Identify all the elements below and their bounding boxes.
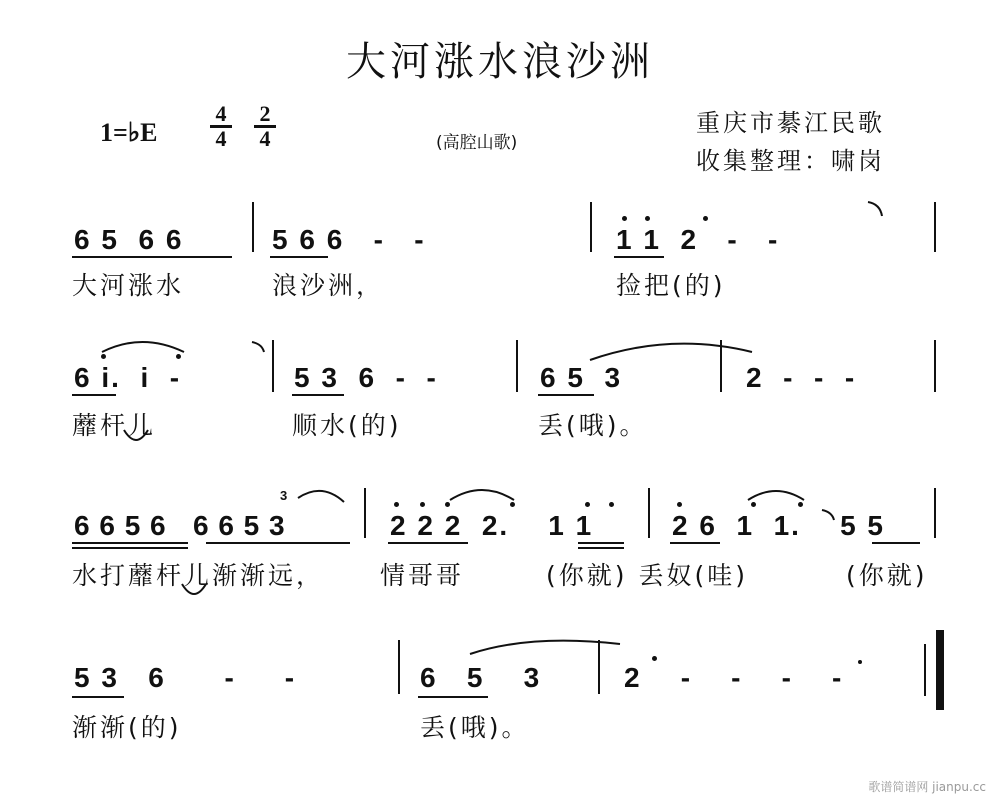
- lyrics-s2-b: 顺水(的): [292, 411, 402, 440]
- breath-mark: [868, 202, 882, 216]
- barline: [590, 202, 592, 252]
- lyrics-s3-b: 情哥哥: [380, 561, 465, 590]
- time-signature-2-4: [254, 101, 276, 151]
- final-barline: [936, 630, 944, 710]
- time-signature-4-4: [210, 101, 232, 151]
- high-octave-dot: [609, 502, 614, 507]
- high-octave-dot: [677, 502, 682, 507]
- underline-beam: [578, 547, 624, 549]
- lyrics-s4-a: 渐渐(的): [72, 713, 182, 742]
- underline-beam: [72, 542, 188, 544]
- notes-s2-m1: 6 i. i -: [74, 362, 182, 393]
- underline-beam: [418, 696, 488, 698]
- notes-s1-m3: 1 1 2 - -: [616, 224, 780, 255]
- notes-s1-m2: 5 6 6 - -: [272, 224, 426, 255]
- underline-beam: [872, 542, 920, 544]
- underline-beam: [72, 547, 188, 549]
- slur: [748, 491, 804, 500]
- notes-s2-m4: 2 - - -: [746, 362, 857, 393]
- notes-s2-m2: 5 3 6 - -: [294, 362, 438, 393]
- time-sig-bottom: 4: [215, 126, 227, 151]
- slur: [590, 344, 752, 360]
- high-octave-dot: [751, 502, 756, 507]
- barline: [720, 340, 722, 392]
- barline: [924, 644, 926, 696]
- high-octave-dot: [703, 216, 708, 221]
- style-note: (高腔山歌): [436, 133, 518, 153]
- slur: [450, 490, 514, 500]
- lyrics-s1-c: 捡把(的): [616, 271, 726, 300]
- slur: [298, 491, 344, 502]
- time-sig-bottom: 4: [259, 126, 271, 151]
- underline-beam: [388, 542, 468, 544]
- watermark: 歌谱简谱网 jianpu.cc: [868, 780, 986, 794]
- barline: [398, 640, 400, 694]
- high-octave-dot: [420, 502, 425, 507]
- high-octave-dot: [798, 502, 803, 507]
- key-signature: 1=♭E: [100, 118, 158, 147]
- barline: [252, 202, 254, 252]
- notes-s4-m2: 6 5 3: [420, 662, 542, 693]
- lyrics-s3-c: (你就) 丢奴(哇): [546, 561, 748, 590]
- high-octave-dot: [645, 216, 650, 221]
- song-title: 大河涨水浪沙洲: [346, 39, 654, 85]
- high-octave-dot: [394, 502, 399, 507]
- lyrics-s1-b: 浪沙洲，: [272, 271, 385, 300]
- underline-beam: [578, 542, 624, 544]
- underline-beam: [538, 394, 594, 396]
- lyrics-s2-a: 蘼杆儿: [72, 411, 157, 440]
- credit-origin: 重庆市綦江民歌: [696, 109, 885, 137]
- barline: [364, 488, 366, 538]
- underline-beam: [206, 542, 350, 544]
- lyrics-s1-a: 大河涨水: [72, 271, 185, 300]
- barline: [934, 202, 936, 252]
- underline-beam: [72, 394, 116, 396]
- notes-s3-m1: 6 6 5 6 6 6 5 3: [74, 510, 286, 541]
- time-sig-top: 2: [259, 101, 271, 126]
- lyrics-s4-b: 丢(哦)。: [420, 713, 530, 742]
- barline: [598, 640, 600, 694]
- high-octave-dot: [585, 502, 590, 507]
- high-octave-dot: [510, 502, 515, 507]
- time-sig-top: 4: [215, 101, 227, 126]
- notes-s3-m2: 2 2 2 2. 1 1: [390, 510, 594, 541]
- underline-beam: [670, 542, 720, 544]
- notes-s1-m1: 6 5 6 6: [74, 224, 184, 255]
- lyrics-s3-d: (你就): [846, 561, 928, 590]
- mark-dot: [858, 660, 862, 664]
- high-octave-dot: [445, 502, 450, 507]
- barline: [516, 340, 518, 392]
- high-octave-dot: [176, 354, 181, 359]
- barline: [272, 340, 274, 392]
- high-octave-dot: [652, 656, 657, 661]
- lyrics-s2-c: 丢(哦)。: [538, 411, 648, 440]
- credit-block: [696, 104, 885, 180]
- notes-s4-m3: 2 - - - -: [624, 662, 844, 693]
- lyrics-s3-a: 水打蘼杆儿渐渐远，: [72, 561, 325, 590]
- slur: [102, 342, 184, 352]
- underline-beam: [270, 256, 328, 258]
- barline: [648, 488, 650, 538]
- high-octave-dot: [101, 354, 106, 359]
- high-octave-dot: [622, 216, 627, 221]
- underline-beam: [72, 696, 124, 698]
- barline: [934, 488, 936, 538]
- notes-s4-m1: 5 3 6 - -: [74, 662, 297, 693]
- barline: [934, 340, 936, 392]
- credit-collector: 收集整理：啸岗: [696, 147, 885, 175]
- notes-s2-m3: 6 5 3: [540, 362, 623, 393]
- underline-beam: [292, 394, 344, 396]
- notes-s3-m3: 2 6 1 1. 5 5: [672, 510, 886, 541]
- underline-beam: [614, 256, 664, 258]
- breath-mark: [252, 342, 264, 352]
- grace-note: 3: [280, 488, 290, 503]
- underline-beam: [72, 256, 232, 258]
